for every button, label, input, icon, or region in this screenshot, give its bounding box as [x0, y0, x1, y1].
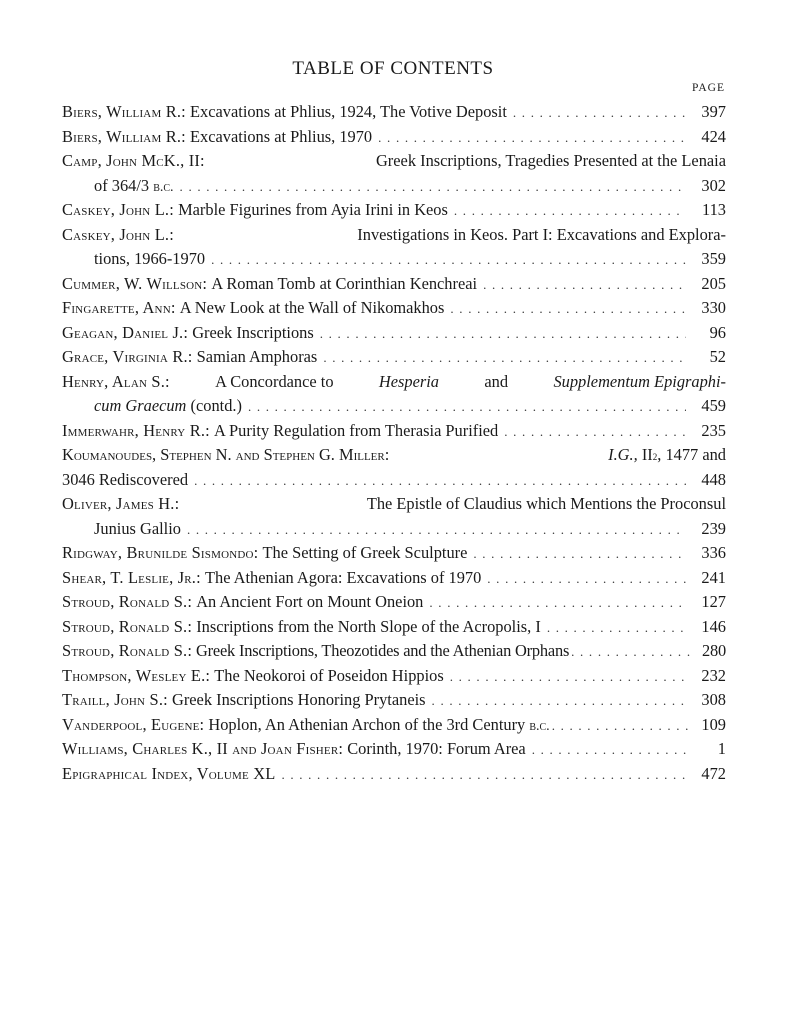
entry-title: Corinth, 1970: Forum Area: [347, 739, 526, 758]
entry-title: Excavations at Phlius, 1924, The Votive Deposit: [190, 102, 507, 121]
entry-author: Stroud, Ronald S.:: [62, 592, 193, 611]
entry-title: A Purity Regulation from Therasia Purified: [214, 420, 499, 440]
entry-page: 308: [701, 690, 726, 709]
entry-page: 127: [701, 592, 726, 611]
entry-page: 330: [701, 298, 726, 317]
entry-page: 146: [701, 616, 726, 636]
entry-title: A Roman Tomb at Corinthian Kenchreai: [211, 273, 478, 293]
toc-entry: [62, 590, 726, 615]
entry-author: Camp, John McK., II:: [62, 151, 205, 170]
entry-title: I.G., II 2 , 1477 and: [608, 443, 726, 468]
toc-entry: [62, 492, 726, 541]
entry-author: Henry, Alan S.:: [62, 371, 170, 391]
entry-title: The Epistle of Claudius which Mentions the Proconsul: [366, 494, 726, 513]
entry-title-italic: Hesperia: [378, 371, 439, 391]
entry-title-italic: cum Graecum: [94, 396, 187, 415]
page-column-label: PAGE: [692, 82, 725, 94]
entry-author: Vanderpool, Eugene:: [62, 714, 205, 734]
toc-entry: [62, 370, 726, 419]
toc-entry: [62, 639, 726, 664]
entry-author: Koumanoudes, Stephen N. and Stephen G. Miller:: [62, 445, 390, 464]
entry-page: 235: [701, 420, 726, 440]
toc-entry: [62, 688, 726, 713]
entry-title-part: II: [641, 445, 653, 464]
entry-page: 239: [701, 518, 726, 538]
toc-entry: [62, 223, 726, 272]
entry-title: Greek Inscriptions Honoring Prytaneis: [171, 690, 426, 709]
entry-author: Caskey, John L.:: [62, 200, 174, 219]
entry-title: The Athenian Agora: Excavations of 1970: [204, 567, 482, 587]
entry-page: 109: [701, 714, 726, 734]
entry-page: 448: [701, 469, 726, 489]
entry-page: 52: [709, 347, 726, 366]
toc-entry: [62, 762, 726, 787]
entry-page: 280: [702, 641, 726, 660]
entry-author: Geagan, Daniel J.:: [62, 322, 189, 342]
entry-page: 96: [709, 322, 726, 342]
entry-page: 241: [701, 567, 726, 587]
entry-page: 472: [701, 763, 726, 783]
entry-title: An Ancient Fort on Mount Oneion: [196, 592, 424, 611]
entry-author: Williams, Charles K., II and Joan Fisher:: [62, 739, 344, 758]
entry-author: Stroud, Ronald S.:: [62, 641, 193, 660]
entry-author: Oliver, James H.:: [62, 494, 180, 513]
entry-author: Fingarette, Ann:: [62, 298, 176, 317]
toc-entry: [62, 198, 726, 223]
toc-entry: [62, 541, 726, 566]
entry-author: Immerwahr, Henry R.:: [62, 420, 210, 440]
toc-entry: [62, 615, 726, 640]
toc-entry: [62, 713, 726, 738]
entry-author: Thompson, Wesley E.:: [62, 665, 211, 685]
entry-page: 424: [701, 126, 726, 146]
entry-title: Marble Figurines from Ayia Irini in Keos: [178, 200, 448, 219]
entry-title: and: [484, 371, 509, 391]
entry-title: The Neokoroi of Poseidon Hippios: [214, 665, 444, 685]
toc-entry: [62, 419, 726, 444]
entry-page: 302: [701, 175, 726, 195]
entry-author: Ridgway, Brunilde Sismondo:: [62, 543, 259, 562]
entry-title: Investigations in Keos. Part I: Excavations and Explora-: [357, 224, 726, 244]
entry-page: 1: [717, 739, 726, 758]
entry-author: Stroud, Ronald S.:: [62, 616, 193, 636]
entry-title: Greek Inscriptions: [192, 322, 314, 342]
entry-title-cont: (contd.): [190, 396, 242, 415]
entry-title: A New Look at the Wall of Nikomakhos: [179, 298, 445, 317]
entry-page: 205: [701, 273, 726, 293]
entry-title: Greek Inscriptions, Theozotides and the Athenian Orphans: [196, 641, 570, 660]
entry-title-era: b.c.: [529, 718, 550, 734]
entry-author: Cummer, W. Willson:: [62, 273, 208, 293]
toc-entry: [62, 149, 726, 198]
toc-entry: [62, 737, 726, 762]
toc-list: [62, 100, 726, 786]
toc-entry: [62, 321, 726, 346]
entry-title-cont: tions, 1966-1970: [94, 249, 206, 268]
toc-entry: [62, 345, 726, 370]
toc-entry: [62, 664, 726, 689]
entry-title: A Concordance to: [215, 371, 334, 391]
entry-title-cont: Junius Gallio: [94, 518, 181, 538]
entry-page: 397: [701, 102, 726, 121]
entry-title: Greek Inscriptions, Tragedies Presented at the Lenaia: [375, 151, 726, 170]
entry-title-cont: of 364/3: [94, 175, 150, 195]
entry-page: 336: [701, 543, 726, 562]
entry-author: Caskey, John L.:: [62, 224, 174, 244]
entry-author: Biers, William R.:: [62, 126, 186, 146]
entry-title-part: , 1477 and: [657, 445, 726, 464]
entry-author: Epigraphical Index, Volume XL: [62, 763, 276, 783]
entry-author: Biers, William R.:: [62, 102, 186, 121]
entry-title: The Setting of Greek Sculpture: [262, 543, 468, 562]
toc-title: TABLE OF CONTENTS: [292, 58, 494, 79]
toc-entry: [62, 566, 726, 591]
entry-title-italic: Supplementum Epigraphi-: [553, 371, 726, 391]
entry-title: Hoplon, An Athenian Archon of the 3rd Century: [208, 714, 526, 734]
entry-title-italic: I.G.,: [608, 445, 638, 464]
entry-page: 359: [701, 249, 726, 268]
toc-entry: [62, 125, 726, 150]
entry-title: Samian Amphoras: [196, 347, 318, 366]
toc-entry: [62, 443, 726, 492]
entry-author: Traill, John S.:: [62, 690, 168, 709]
entry-title: Inscriptions from the North Slope of the Acropolis, I: [196, 616, 541, 636]
toc-entry: [62, 296, 726, 321]
entry-page: 113: [702, 200, 726, 219]
entry-author: Grace, Virginia R.:: [62, 347, 193, 366]
entry-page: 232: [701, 665, 726, 685]
toc-entry: [62, 100, 726, 125]
entry-title: Excavations at Phlius, 1970: [190, 126, 373, 146]
entry-title-cont: 3046 Rediscovered: [62, 469, 189, 489]
toc-entry: [62, 272, 726, 297]
entry-page: 459: [701, 396, 726, 415]
entry-author: Shear, T. Leslie, Jr.:: [62, 567, 201, 587]
entry-title-era: b.c.: [153, 179, 174, 195]
